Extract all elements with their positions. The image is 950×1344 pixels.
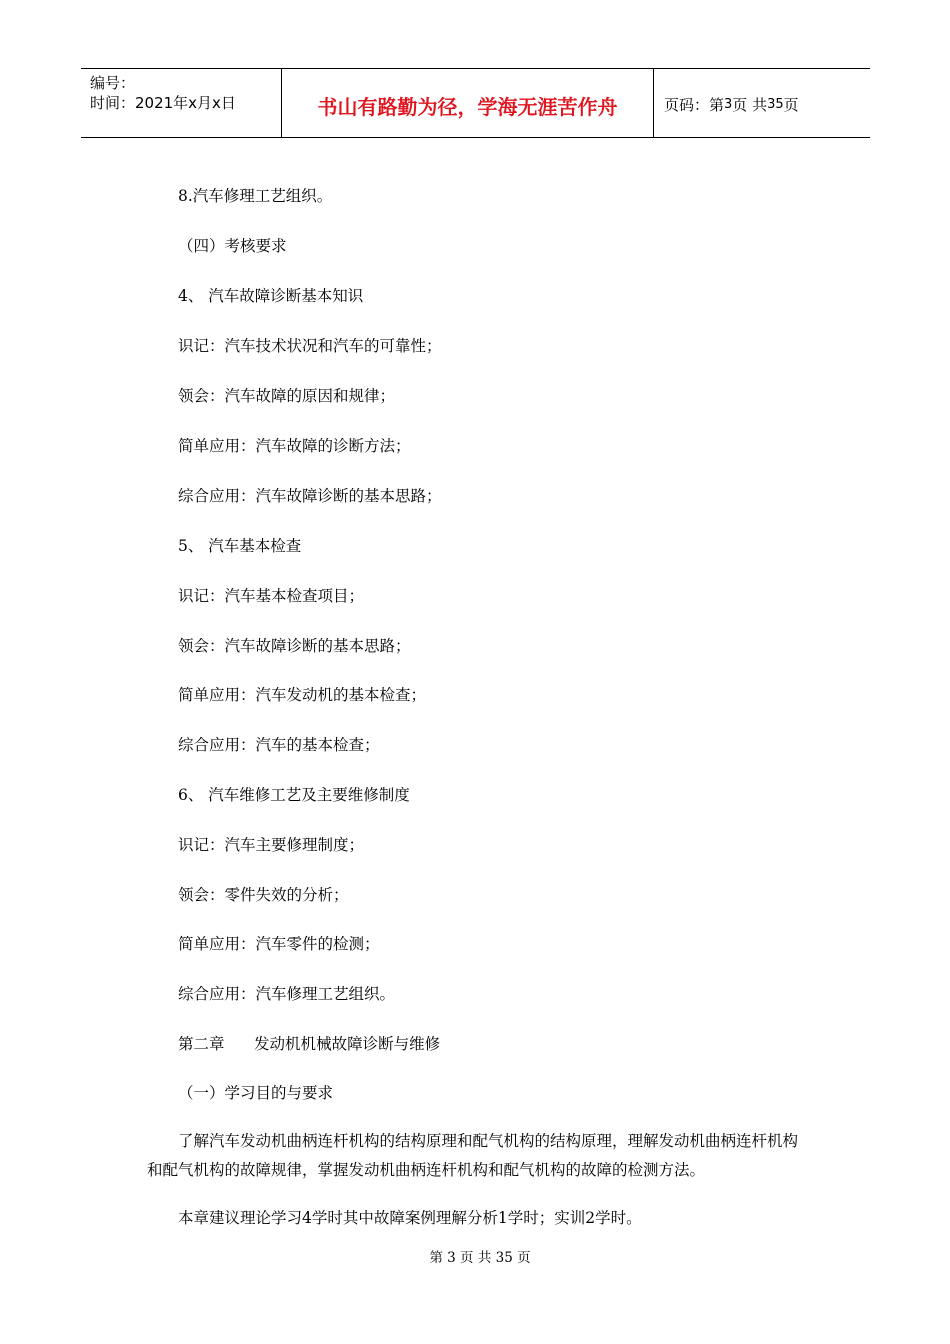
topic-heading: 5、 汽车基本检查 bbox=[178, 537, 302, 555]
page-number: 3 bbox=[724, 96, 733, 112]
text-line: 简单应用：汽车零件的检测； bbox=[178, 935, 380, 953]
text-line: 识记：汽车主要修理制度； bbox=[178, 836, 365, 854]
text-line: 综合应用：汽车故障诊断的基本思路； bbox=[178, 487, 442, 505]
text-line: 识记：汽车技术状况和汽车的可靠性； bbox=[178, 337, 442, 355]
topic-heading: 4、 汽车故障诊断基本知识 bbox=[178, 287, 364, 305]
chapter-heading: 第二章 发动机机械故障诊断与维修 bbox=[178, 1035, 441, 1053]
header-left-cell bbox=[81, 69, 282, 137]
text-line: 领会：汽车故障的原因和规律； bbox=[178, 387, 396, 405]
paragraph-text: 了解汽车发动机曲柄连杆机构的结构原理和配气机构的结构原理，理解发动机曲柄连杆机构和配气机构的故障规律，掌握发动机曲柄连杆机构和配气机构的故障的检测方法。 bbox=[147, 1132, 799, 1179]
header-page-info bbox=[654, 69, 870, 137]
page-footer: 第 3 页 共 35 页 bbox=[429, 1250, 531, 1266]
text-line: 简单应用：汽车发动机的基本检查； bbox=[178, 686, 427, 704]
section-heading: （四）考核要求 bbox=[178, 237, 287, 255]
text-line: 综合应用：汽车的基本检查； bbox=[178, 736, 380, 754]
page-mid: 页 共 bbox=[732, 95, 768, 114]
text-line: 综合应用：汽车修理工艺组织。 bbox=[178, 985, 396, 1003]
page-total: 35 bbox=[767, 96, 784, 112]
page-suffix: 页 bbox=[783, 95, 799, 114]
number-label: 编号： bbox=[90, 74, 136, 92]
text-line: 简单应用：汽车故障的诊断方法； bbox=[178, 437, 411, 455]
time-label: 时间：2021年x月x日 bbox=[90, 94, 236, 112]
topic-heading: 6、 汽车维修工艺及主要维修制度 bbox=[178, 786, 410, 804]
text-line: 8.汽车修理工艺组织。 bbox=[178, 187, 333, 205]
page-prefix: 页码：第 bbox=[664, 95, 725, 114]
body-paragraph bbox=[147, 1127, 807, 1185]
page-header bbox=[81, 68, 870, 138]
text-line: 领会：汽车故障诊断的基本思路； bbox=[178, 637, 411, 655]
text-line: 本章建议理论学习4学时其中故障案例理解分析1学时；实训2学时。 bbox=[178, 1209, 642, 1227]
header-motto: 书山有路勤为径，学海无涯苦作舟 bbox=[282, 69, 654, 137]
section-heading: （一）学习目的与要求 bbox=[178, 1084, 334, 1102]
text-line: 领会：零件失效的分析； bbox=[178, 886, 349, 904]
text-line: 识记：汽车基本检查项目； bbox=[178, 587, 365, 605]
